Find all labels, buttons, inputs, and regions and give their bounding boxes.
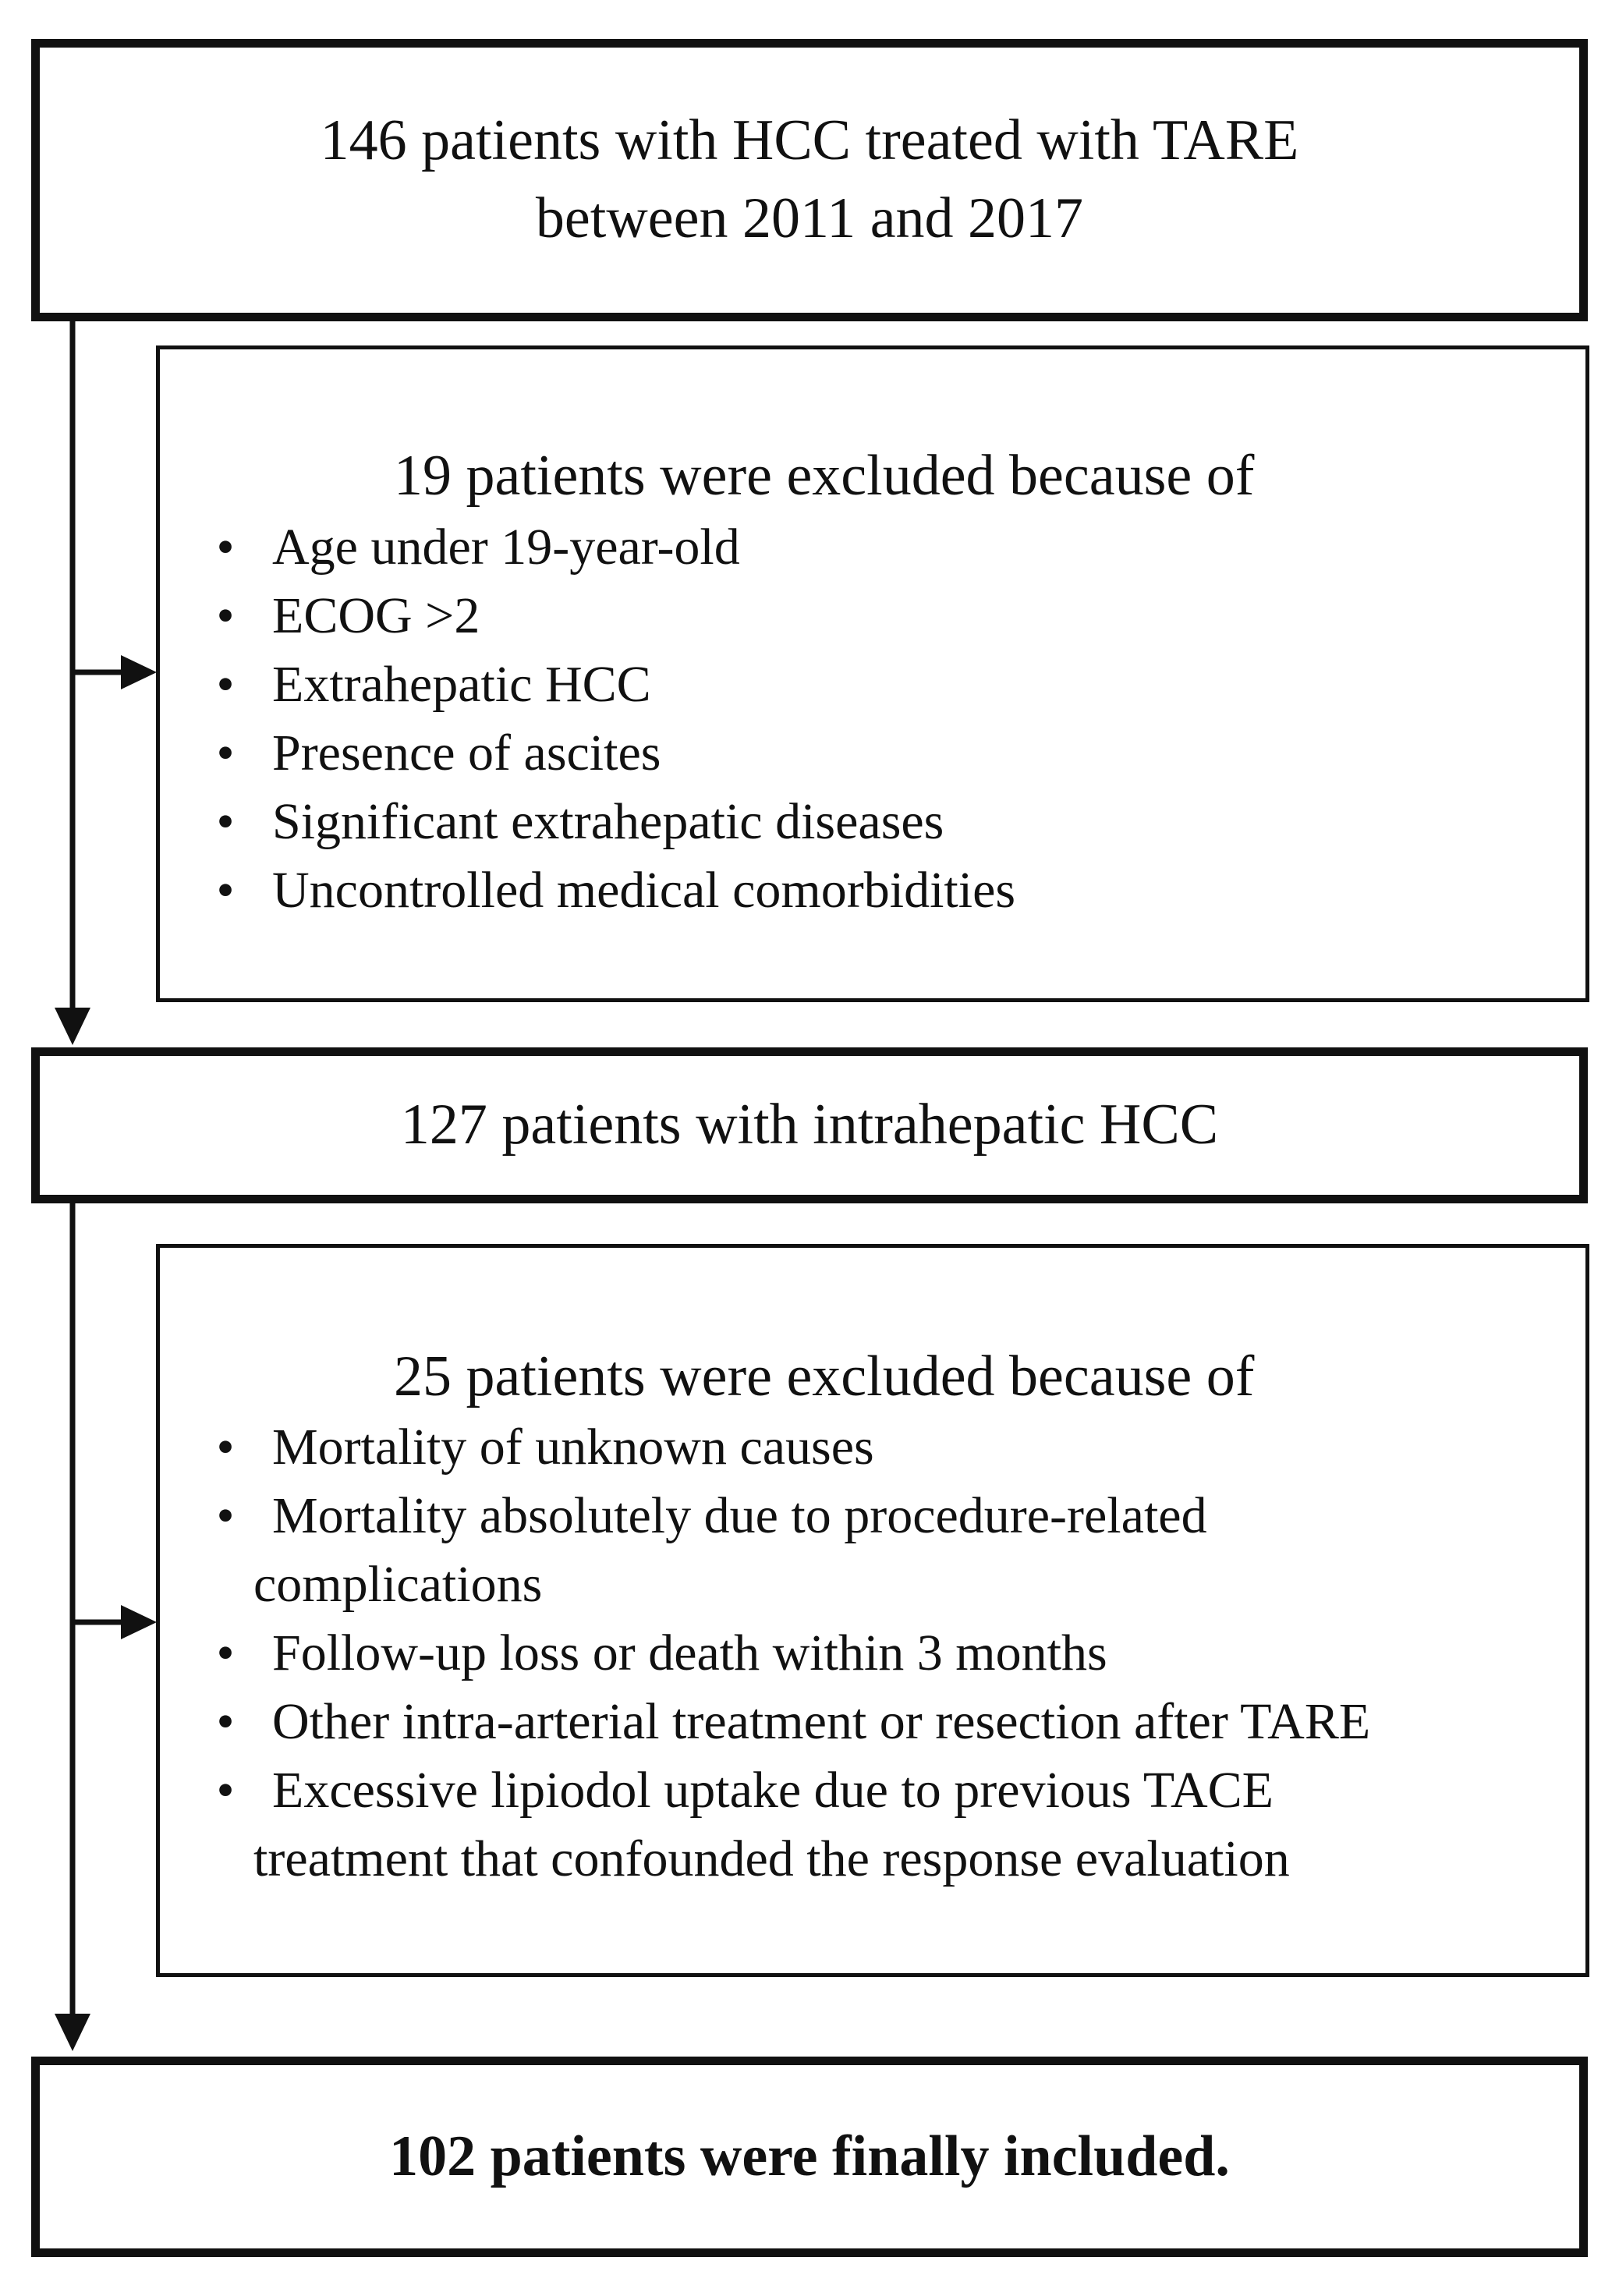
arrowhead-right-2 bbox=[121, 1605, 157, 1639]
bullet-icon: • bbox=[216, 587, 235, 644]
list-item: • Uncontrolled medical comorbidities bbox=[211, 856, 1015, 925]
bullet-icon: • bbox=[216, 1693, 235, 1750]
arrowhead-right-1 bbox=[121, 655, 157, 689]
list-item: • Age under 19-year-old bbox=[211, 513, 1015, 582]
list-item: • Presence of ascites bbox=[211, 719, 1015, 788]
arrowhead-down-1 bbox=[55, 1008, 90, 1045]
list-item: • Extrahepatic HCC bbox=[211, 650, 1015, 719]
start-text-line2: between 2011 and 2017 bbox=[535, 186, 1084, 250]
list-item: • Significant extrahepatic diseases bbox=[211, 788, 1015, 856]
list-item: • Follow-up loss or death within 3 months bbox=[211, 1619, 1568, 1688]
exclusion-box-2 bbox=[156, 1244, 1589, 1977]
final-text: 102 patients were finally included. bbox=[389, 2124, 1230, 2188]
bullet-icon: • bbox=[216, 862, 235, 919]
middle-box bbox=[31, 1047, 1588, 1203]
list-item: • ECOG >2 bbox=[211, 582, 1015, 650]
bullet-icon: • bbox=[216, 1487, 235, 1544]
bullet-icon: • bbox=[216, 1419, 235, 1476]
list-item: • Mortality absolutely due to procedure-related complications bbox=[211, 1482, 1568, 1619]
exclusion1-title: 19 patients were excluded because of bbox=[394, 444, 1255, 508]
exclusion1-list bbox=[211, 513, 1015, 925]
bullet-icon: • bbox=[216, 725, 235, 781]
middle-text: 127 patients with intrahepatic HCC bbox=[400, 1093, 1219, 1157]
bullet-icon: • bbox=[216, 793, 235, 850]
exclusion2-title: 25 patients were excluded because of bbox=[394, 1345, 1255, 1408]
bullet-icon: • bbox=[216, 1762, 235, 1819]
list-item: • Excessive lipiodol uptake due to previous TACE treatment that confounded the response evaluation bbox=[211, 1756, 1568, 1894]
exclusion2-list bbox=[211, 1413, 1568, 1894]
exclusion-box-1 bbox=[156, 345, 1589, 1002]
bullet-icon: • bbox=[216, 656, 235, 713]
arrowhead-down-2 bbox=[55, 2014, 90, 2051]
bullet-icon: • bbox=[216, 519, 235, 576]
list-item: • Mortality of unknown causes bbox=[211, 1413, 1568, 1482]
final-box bbox=[31, 2057, 1588, 2257]
bullet-icon: • bbox=[216, 1625, 235, 1681]
list-item: • Other intra-arterial treatment or resection after TARE bbox=[211, 1688, 1568, 1756]
start-box bbox=[31, 39, 1588, 321]
start-text-line1: 146 patients with HCC treated with TARE bbox=[320, 108, 1299, 173]
